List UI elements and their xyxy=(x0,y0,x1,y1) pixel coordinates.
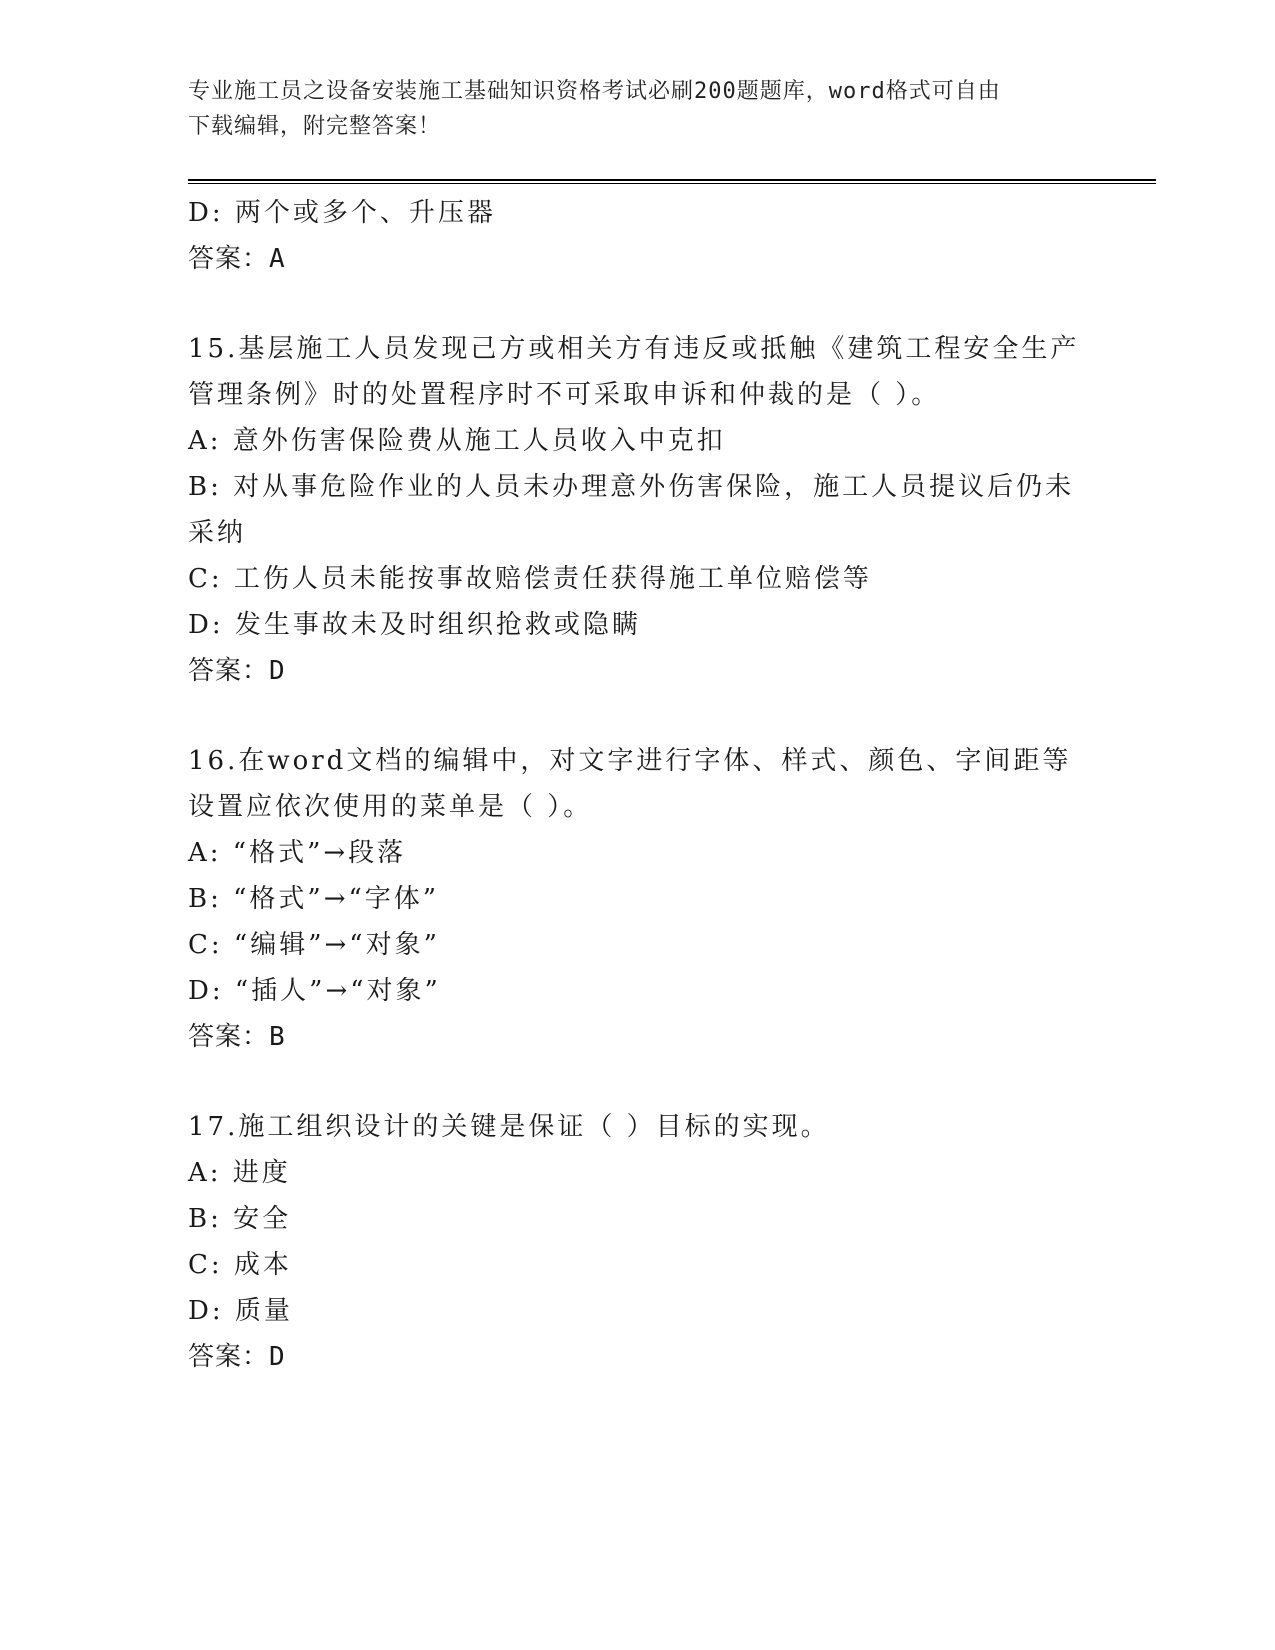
q17-option-c: C: 成本 xyxy=(188,1250,292,1280)
q17-option-a: A: 进度 xyxy=(188,1158,291,1188)
q15-stem-line-1: 15.基层施工人员发现己方或相关方有违反或抵触《建筑工程安全生产 xyxy=(188,334,1080,364)
question-15 xyxy=(188,326,1088,694)
question-content xyxy=(188,190,1088,1380)
q15-option-c: C: 工伤人员未能按事故赔偿责任获得施工单位赔偿等 xyxy=(188,564,872,594)
q15-option-b-line-1: B: 对从事危险作业的人员未办理意外伤害保险，施工人员提议后仍未 xyxy=(188,472,1075,502)
q16-option-d: D: “插人”→“对象” xyxy=(188,976,441,1006)
q16-stem-line-1: 16.在word文档的编辑中，对文字进行字体、样式、颜色、字间距等 xyxy=(188,746,1072,776)
q17-option-d: D: 质量 xyxy=(188,1296,293,1326)
q17-stem: 17.施工组织设计的关键是保证（ ）目标的实现。 xyxy=(188,1112,830,1142)
q15-stem-line-2: 管理条例》时的处置程序时不可采取申诉和仲裁的是（ ）。 xyxy=(188,380,941,410)
q16-option-a: A: “格式”→段落 xyxy=(188,838,407,868)
prev-answer: 答案：A xyxy=(188,244,286,274)
q16-stem-line-2: 设置应依次使用的菜单是（ ）。 xyxy=(188,792,593,822)
q15-option-a: A: 意外伤害保险费从施工人员收入中克扣 xyxy=(188,426,726,456)
q15-option-d: D: 发生事故未及时组织抢救或隐瞒 xyxy=(188,610,641,640)
q16-option-b: B: “格式”→“字体” xyxy=(188,884,440,914)
header-line-1: 专业施工员之设备安装施工基础知识资格考试必刷200题题库，word格式可自由 xyxy=(188,79,1001,104)
page-header xyxy=(188,74,1088,144)
q17-option-b: B: 安全 xyxy=(188,1204,292,1234)
q17-answer: 答案：D xyxy=(188,1342,286,1372)
header-divider xyxy=(188,179,1156,181)
q15-option-b-line-2: 采纳 xyxy=(188,518,247,548)
prev-option-d: D: 两个或多个、升压器 xyxy=(188,198,496,228)
q16-answer: 答案：B xyxy=(188,1022,286,1052)
header-divider-thin xyxy=(188,183,1156,184)
header-line-2: 下载编辑，附完整答案！ xyxy=(188,114,442,139)
q15-answer: 答案：D xyxy=(188,656,286,686)
question-16 xyxy=(188,738,1088,1060)
question-17 xyxy=(188,1104,1088,1380)
q16-option-c: C: “编辑”→“对象” xyxy=(188,930,440,960)
